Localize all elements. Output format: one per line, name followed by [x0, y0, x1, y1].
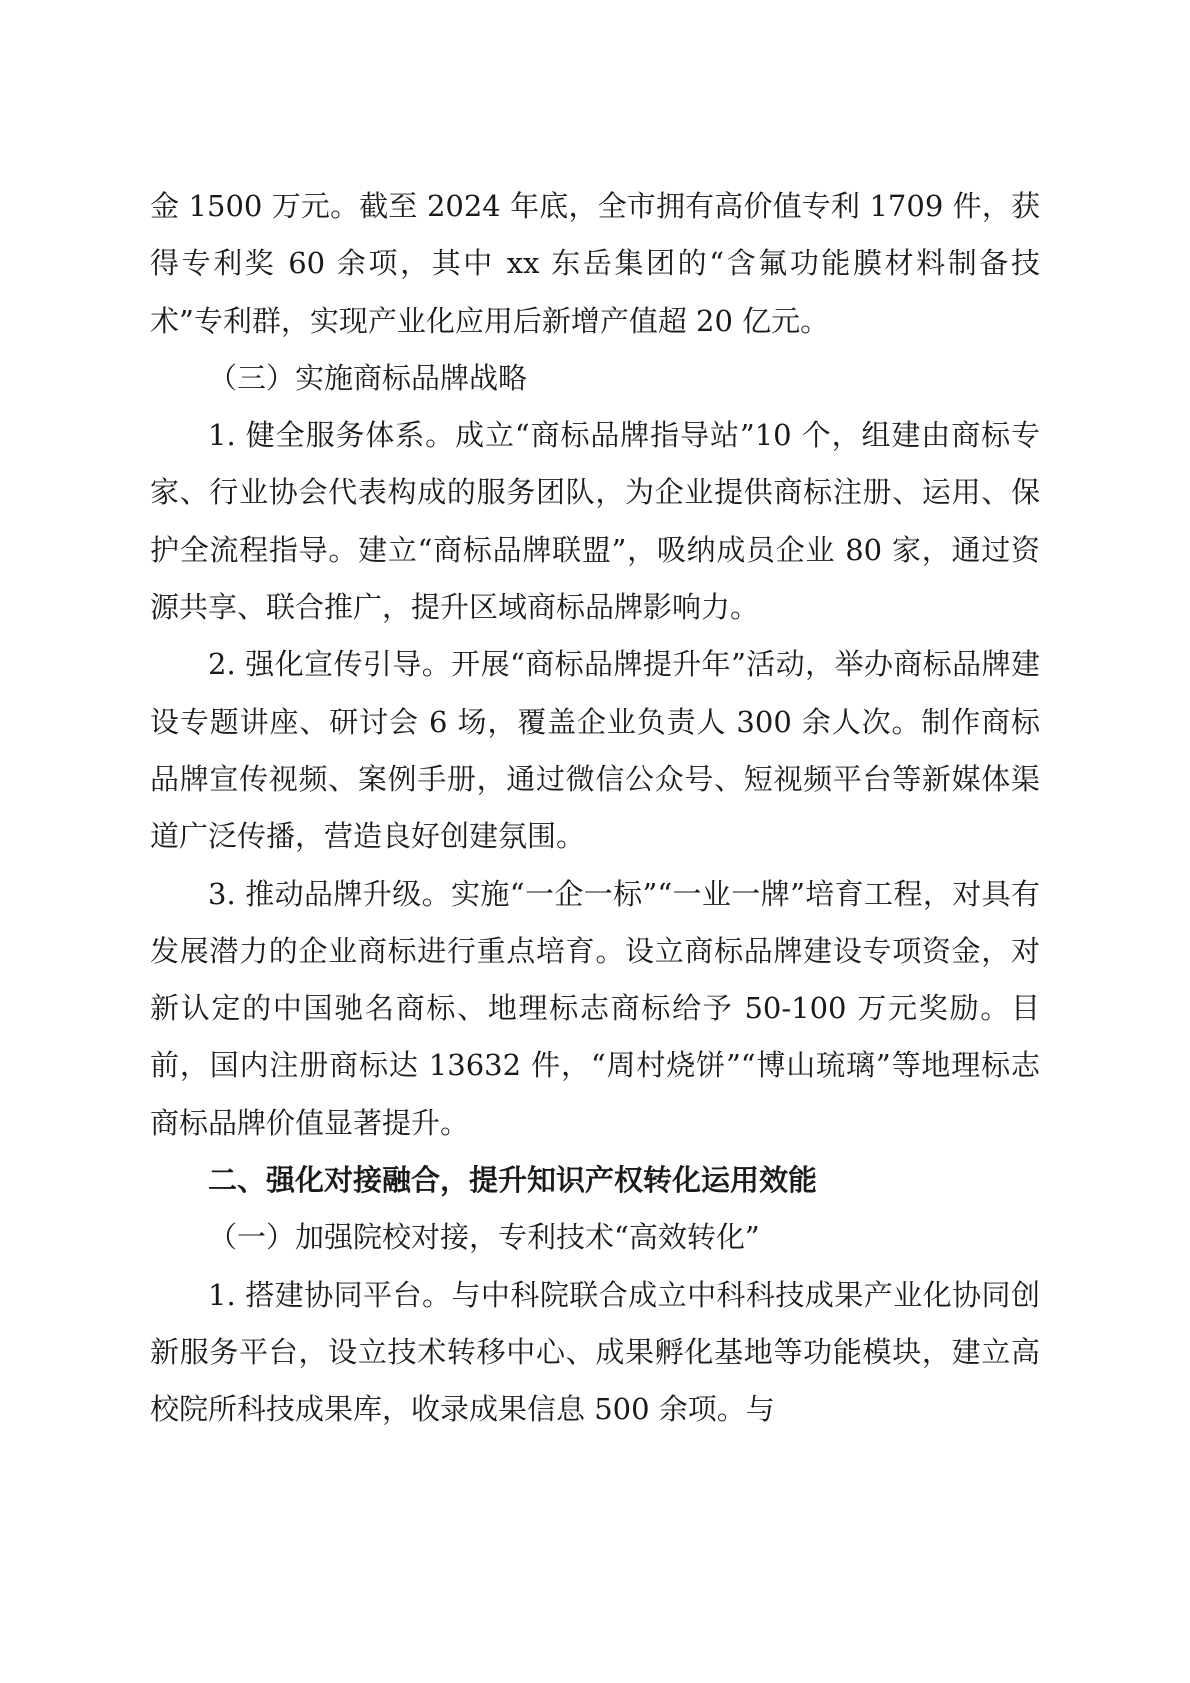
- document-body: [150, 178, 1040, 1439]
- paragraph-continuation: 金 1500 万元。截至 2024 年底，全市拥有高价值专利 1709 件，获得专利奖 60 余项，其中 xx 东岳集团的“含氟功能膜材料制备技术”专利群，实现产业化应用后新增产值超 20 亿元。: [150, 189, 1040, 338]
- paragraph-publicity-guidance: 2. 强化宣传引导。开展“商标品牌提升年”活动，举办商标品牌建设专题讲座、研讨会 6 场，覆盖企业负责人 300 余人次。制作商标品牌宣传视频、案例手册，通过微信公众号、短视频平台等新媒体渠道广泛传播，营造良好创建氛围。: [150, 647, 1040, 854]
- section-heading-integration: 二、强化对接融合，提升知识产权转化运用效能: [208, 1163, 818, 1198]
- section-subheading-trademark-strategy: （三）实施商标品牌战略: [208, 360, 528, 395]
- section-subheading-university-docking: （一）加强院校对接，专利技术“高效转化”: [208, 1220, 760, 1255]
- paragraph-brand-upgrade: 3. 推动品牌升级。实施“一企一标”“一业一牌”培育工程，对具有发展潜力的企业商标进行重点培育。设立商标品牌建设专项资金，对新认定的中国驰名商标、地理标志商标给予 50-100 万元奖励。目前，国内注册商标达 13632 件，“周村烧饼”“博山琉璃”等地理标志商标品牌价值显著提升。: [150, 876, 1040, 1140]
- paragraph-service-system: 1. 健全服务体系。成立“商标品牌指导站”10 个，组建由商标专家、行业协会代表构成的服务团队，为企业提供商标注册、运用、保护全流程指导。建立“商标品牌联盟”，吸纳成员企业 80 家，通过资源共享、联合推广，提升区域商标品牌影响力。: [150, 418, 1040, 625]
- paragraph-collaboration-platform: 1. 搭建协同平台。与中科院联合成立中科科技成果产业化协同创新服务平台，设立技术转移中心、成果孵化基地等功能模块，建立高校院所科技成果库，收录成果信息 500 余项。与: [150, 1277, 1040, 1427]
